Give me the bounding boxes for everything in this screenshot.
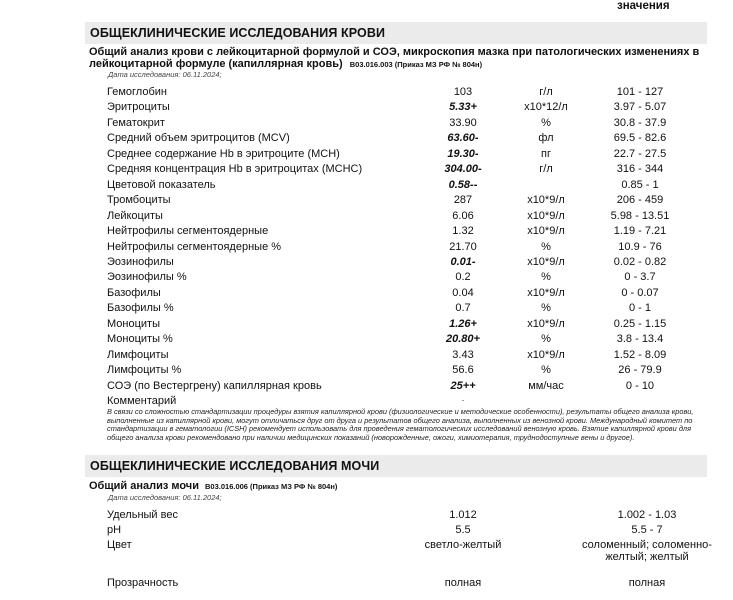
blood-test-title-text: Общий анализ крови с лейкоцитарной формулой и СОЭ, микроскопия мазка при патологических изменениях в лейкоцитарной формуле (капиллярная кровь): [89, 46, 700, 70]
test-name: Нейтрофилы сегментоядерные: [107, 225, 269, 237]
test-unit: x10*9/л: [527, 318, 565, 330]
test-reference: 0 - 1: [628, 302, 651, 314]
test-reference: 1.52 - 8.09: [613, 349, 667, 361]
test-name: Лимфоциты %: [107, 364, 182, 376]
test-name: Гемоглобин: [107, 86, 167, 98]
test-unit: мм/час: [528, 380, 564, 392]
urine-test-date: Дата исследования: 06.11.2024;: [108, 493, 222, 502]
test-result: 56.6: [452, 364, 474, 376]
test-result: 1.32: [452, 225, 474, 237]
test-unit: x10*9/л: [527, 349, 565, 361]
test-name: Тромбоциты: [107, 194, 171, 206]
test-name: Лимфоциты: [107, 349, 169, 361]
test-unit: г/л: [539, 163, 553, 175]
urine-test-title-text: Общий анализ мочи: [89, 480, 199, 492]
urine-section-title: ОБЩЕКЛИНИЧЕСКИЕ ИССЛЕДОВАНИЯ МОЧИ: [90, 459, 380, 473]
test-name: Гематокрит: [107, 117, 165, 129]
test-reference: 101 - 127: [616, 86, 664, 98]
blood-section-title: ОБЩЕКЛИНИЧЕСКИЕ ИССЛЕДОВАНИЯ КРОВИ: [90, 26, 386, 40]
test-reference: 10.9 - 76: [618, 241, 662, 253]
column-header-fragment: значения: [617, 0, 670, 12]
blood-capillary-note: В связи со сложностью стандартизации процедуры взятия капиллярной крови (физиологические и методические особенности), результаты общего анализа крови, выполненные из капиллярной крови, могут отличаться друг от друга и результатов общего анализа, выполненных из венозной крови. Международный комитет по стандартизации в гематологии (ICSH) рекомендует использовать для проведения гематологических исследований венозную кровь. Взятие капиллярной крови для общего анализа крови рекомендовано при наличии медицинских показаний (новорожденные, ожоги, химиотерапия, труднодоступные вены и другое).: [107, 407, 694, 442]
test-result: .: [461, 393, 465, 403]
test-reference: 1.002 - 1.03: [617, 509, 677, 521]
test-reference: 3.8 - 13.4: [616, 333, 664, 345]
test-unit: x10*12/л: [524, 101, 568, 113]
test-reference: 0.25 - 1.15: [613, 318, 667, 330]
test-name: Лейкоциты: [107, 210, 163, 222]
test-reference: 0.85 - 1: [621, 179, 659, 191]
test-result: 5.5: [455, 524, 471, 536]
test-reference: 5.98 - 13.51: [610, 210, 670, 222]
test-name: Средняя концентрация Hb в эритроцитах (MCHC): [107, 163, 363, 175]
test-reference: 26 - 79.9: [618, 364, 662, 376]
test-name: pH: [107, 524, 122, 536]
test-name: Эритроциты: [107, 101, 170, 113]
urine-test-code: B03.016.006 (Приказ МЗ РФ № 804н): [205, 482, 338, 491]
test-unit: x10*9/л: [527, 210, 565, 222]
test-reference: 0 - 0.07: [621, 287, 659, 299]
test-result: 103: [453, 86, 473, 98]
test-name: Комментарий: [107, 395, 177, 407]
test-result: 63.60-: [447, 132, 479, 144]
test-unit: пг: [541, 148, 551, 160]
test-reference: 22.7 - 27.5: [613, 148, 667, 160]
test-result: 1.26+: [449, 318, 477, 330]
test-reference: 5.5 - 7: [631, 524, 663, 536]
test-result: 0.04: [452, 287, 474, 299]
test-name: Базофилы: [107, 287, 161, 299]
test-name: Эозинофилы: [107, 256, 174, 268]
test-name: Нейтрофилы сегментоядерные %: [107, 241, 282, 253]
test-result: 20.80+: [446, 333, 480, 345]
test-result: 0.7: [455, 302, 471, 314]
test-name: Среднее содержание Hb в эритроците (MCH): [107, 148, 340, 160]
test-reference: 316 - 344: [616, 163, 664, 175]
test-reference: 69.5 - 82.6: [613, 132, 667, 144]
test-name: Цвет: [107, 539, 132, 551]
test-unit: г/л: [539, 86, 553, 98]
test-reference: 0 - 10: [625, 380, 655, 392]
test-result: 19.30-: [447, 148, 479, 160]
test-reference: 0.02 - 0.82: [613, 256, 667, 268]
test-name: Эозинофилы %: [107, 271, 187, 283]
test-result: 304.00-: [444, 163, 482, 175]
test-result: 287: [453, 194, 473, 206]
test-unit: %: [541, 302, 551, 314]
test-result: 1.012: [449, 509, 477, 521]
test-result: 0.2: [455, 271, 471, 283]
test-result: 25++: [450, 380, 476, 392]
test-name: Цветовой показатель: [107, 179, 216, 191]
test-result: 5.33+: [449, 101, 477, 113]
test-reference: 1.19 - 7.21: [613, 225, 667, 237]
test-reference: соломенный; соломенно-желтый; желтый: [582, 539, 712, 563]
test-result: 21.70: [449, 241, 477, 253]
test-result: 0.58--: [448, 179, 478, 191]
test-result: 0.01-: [450, 256, 476, 268]
test-unit: %: [541, 271, 551, 283]
test-result: 33.90: [449, 117, 477, 129]
test-unit: x10*9/л: [527, 287, 565, 299]
test-unit: %: [541, 333, 551, 345]
test-reference: 206 - 459: [616, 194, 664, 206]
blood-test-title: [89, 46, 704, 71]
test-name: Средний объем эритроцитов (MCV): [107, 132, 290, 144]
test-unit: x10*9/л: [527, 194, 565, 206]
test-result: полная: [444, 577, 482, 589]
test-name: Удельный вес: [107, 509, 178, 521]
test-result: 6.06: [452, 210, 474, 222]
test-name: СОЭ (по Вестергрену) капиллярная кровь: [107, 380, 322, 392]
test-reference: 30.8 - 37.9: [613, 117, 667, 129]
test-unit: %: [541, 241, 551, 253]
test-result: 3.43: [452, 349, 474, 361]
test-reference: полная: [628, 577, 666, 589]
test-reference: 0 - 3.7: [624, 271, 656, 283]
test-unit: фл: [538, 132, 554, 144]
test-name: Моноциты %: [107, 333, 173, 345]
test-name: Моноциты: [107, 318, 160, 330]
test-unit: %: [541, 364, 551, 376]
test-name: Прозрачность: [107, 577, 179, 589]
test-name: Базофилы %: [107, 302, 174, 314]
test-result: светло-желтый: [424, 539, 502, 551]
blood-test-code: B03.016.003 (Приказ МЗ РФ № 804н): [349, 60, 483, 69]
test-unit: x10*9/л: [527, 225, 565, 237]
test-reference: 3.97 - 5.07: [613, 101, 667, 113]
blood-test-date: Дата исследования: 06.11.2024;: [108, 70, 222, 79]
urine-test-title: [89, 480, 337, 493]
test-unit: x10*9/л: [527, 256, 565, 268]
test-unit: %: [541, 117, 551, 129]
